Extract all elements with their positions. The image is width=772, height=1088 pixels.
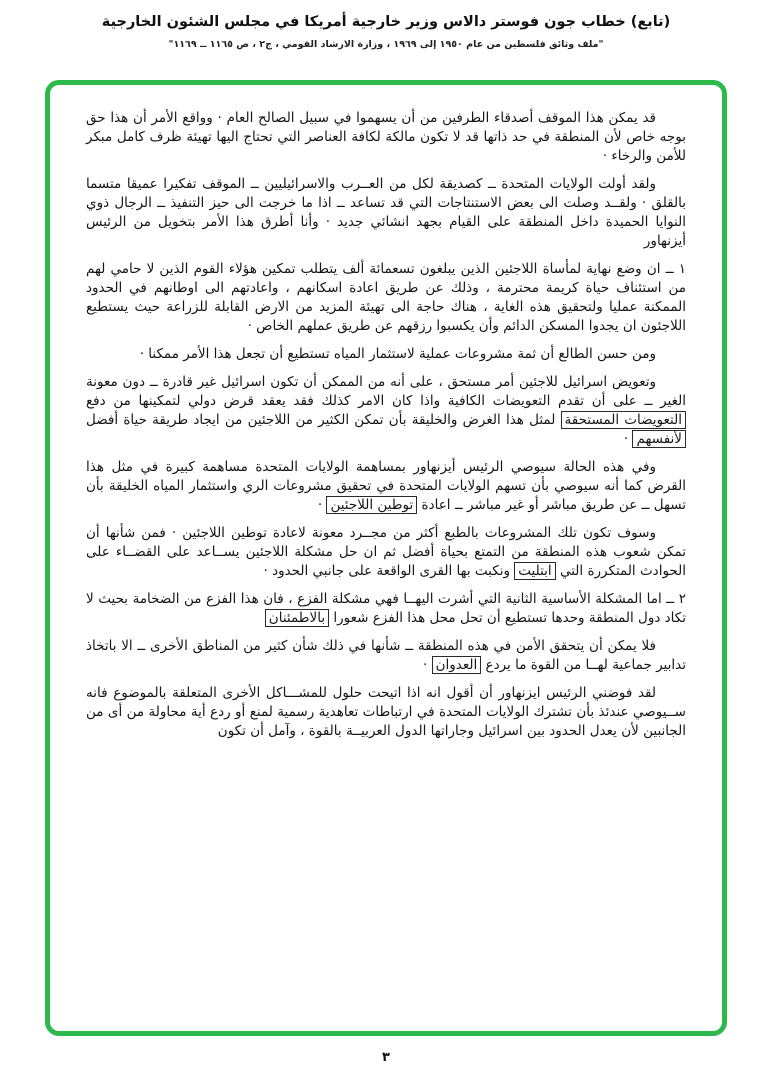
paragraphs-container [86,109,686,741]
paragraph: ٢ ــ اما المشكلة الأساسية الثانية التي أشرت اليهــا فهي مشكلة الفزع ، فان هذا الفزع من الضخامة بحيث لا تكاد دول المنطقة وحدها تستطيع أن تحل محل هذا الفزع شعورا بالاطمئنان [86,591,686,626]
boxed-word: بالاطمئنان [265,609,329,627]
paragraph: وسوف تكون تلك المشروعات بالطبع أكثر من مجــرد معونة لاعادة توطين اللاجئين · فمن شأنها أن تمكن شعوب هذه المنطقة من التمتع بحياة أفضل ثم ان حل مشكلة اللاجئين يســاعد على القضــاء على الحوادث المتكررة التي ابتليت ونكبت بها القرى الواقعة على جانبي الحدود · [86,525,686,579]
paragraph: ١ ــ ان وضع نهاية لمأساة اللاجئين الذين يبلغون تسعمائة ألف يتطلب تمكين هؤلاء القوم الذين لا حامي لهم من استئناف حياة كريمة محترمة ، وذلك عن طريق اعادة اسكانهم ، واعادتهم الى اوطانهم في الحدود الممكنة عمليا ولتحقيق هذه الغاية ، هناك حاجة الى تهيئة المزيد من الارض القابلة للزراعة حيث يستطيع اللاجئون ان يجدوا المسكن الدائم وأن يكسبوا رزقهم عن طريق عملهم الخاص · [86,261,686,334]
boxed-word: توطين اللاجئين [326,496,417,514]
paragraph: فلا يمكن أن يتحقق الأمن في هذه المنطقة ــ شأنها في ذلك شأن كثير من المناطق الأخرى ــ الا باتخاذ تدابير جماعية لهــا من القوة ما يردع العدوان · [86,638,686,673]
boxed-word: العدوان [432,656,482,674]
boxed-word: ابتليت [514,562,555,580]
page-title: (تابع) خطاب جون فوستر دالاس وزير خارجية أمريكا في مجلس الشئون الخارجية [101,14,671,30]
green-border-frame [45,80,727,1036]
paragraph: ولقد أولت الولايات المتحدة ــ كصديقة لكل من العــرب والاسرائيليين ــ الموقف تفكيرا عميقا متسما بالقلق · ولقــد وصلت الى بعض الاستنتاجات التي قد تساعد ــ اذا ما خرجت الى حيز التنفيذ ــ الرجال ذوي النوايا الحميدة داخل المنطقة على القيام بجهد انشائي جديد · وأنا أطرق هذا الأمر بتخويل من الرئيس أيزنهاور [86,176,686,249]
paragraph: وفي هذه الحالة سيوصي الرئيس أيزنهاور بمساهمة الولايات المتحدة مساهمة كبيرة في مثل هذا القرض كما أنه سيوصي بأن تسهم الولايات المتحدة في تحقيق مشروعات الري واستثمار المياه الخليقة بأن تسهل ــ عن طريق مباشر أو غير مباشر ــ اعادة توطين اللاجئين · [86,459,686,513]
page-number: ٣ [382,1050,390,1065]
paragraph: وتعويض اسرائيل للاجئين أمر مستحق ، على أنه من الممكن أن تكون اسرائيل غير قادرة ــ دون معونة الغير ــ على أن تقدم التعويضات الكافية واذا كان الامر كذلك فقد يعقد قرض دولي لتمكينها من دفع التعويضات المستحقة لمثل هذا الغرض والخليقة بأن تمكن الكثير من اللاجئين من ايجاد طريقة حياة أفضل لأنفسهم · [86,374,686,447]
document-header [0,0,772,50]
paragraph: قد يمكن هذا الموقف أصدقاء الطرفين من أن يسهموا في سبيل الصالح العام · وواقع الأمر أن هذا حق بوجه خاص لأن المنطقة في حد ذاتها قد لا تكون مالكة لكافة العناصر التي تحتاج اليها تهيئة ظرف كامل مبكر للأمن والرخاء · [86,110,686,164]
boxed-word: لأنفسهم [632,430,686,448]
paragraph: لقد فوضني الرئيس ايزنهاور أن أقول انه اذا اتيحت حلول للمشـــاكل الأخرى المتعلقة بالموضوع فانه ســيوصي عندئذ بأن تشترك الولايات المتحدة في ارتباطات تعاهدية رسمية لمنع أو ردع أية محاولة من أى من الجانبين لأن يعدل الحدود بين اسرائيل وجاراتها الدول العربيــة بالقوة ، وآمل أن تكون [86,685,686,739]
page-subtitle: "ملف وثائق فلسطين من عام ١٩٥٠ إلى ١٩٦٩ ، وزارة الارشاد القومي ، ج٢ ، ص ١١٦٥ ــ ١١٦٩" [168,39,604,50]
boxed-word: التعويضات المستحقة [561,411,686,429]
paragraph: ومن حسن الطالع أن ثمة مشروعات عملية لاستثمار المياه تستطيع أن تجعل هذا الأمر ممكنا · [139,346,656,362]
